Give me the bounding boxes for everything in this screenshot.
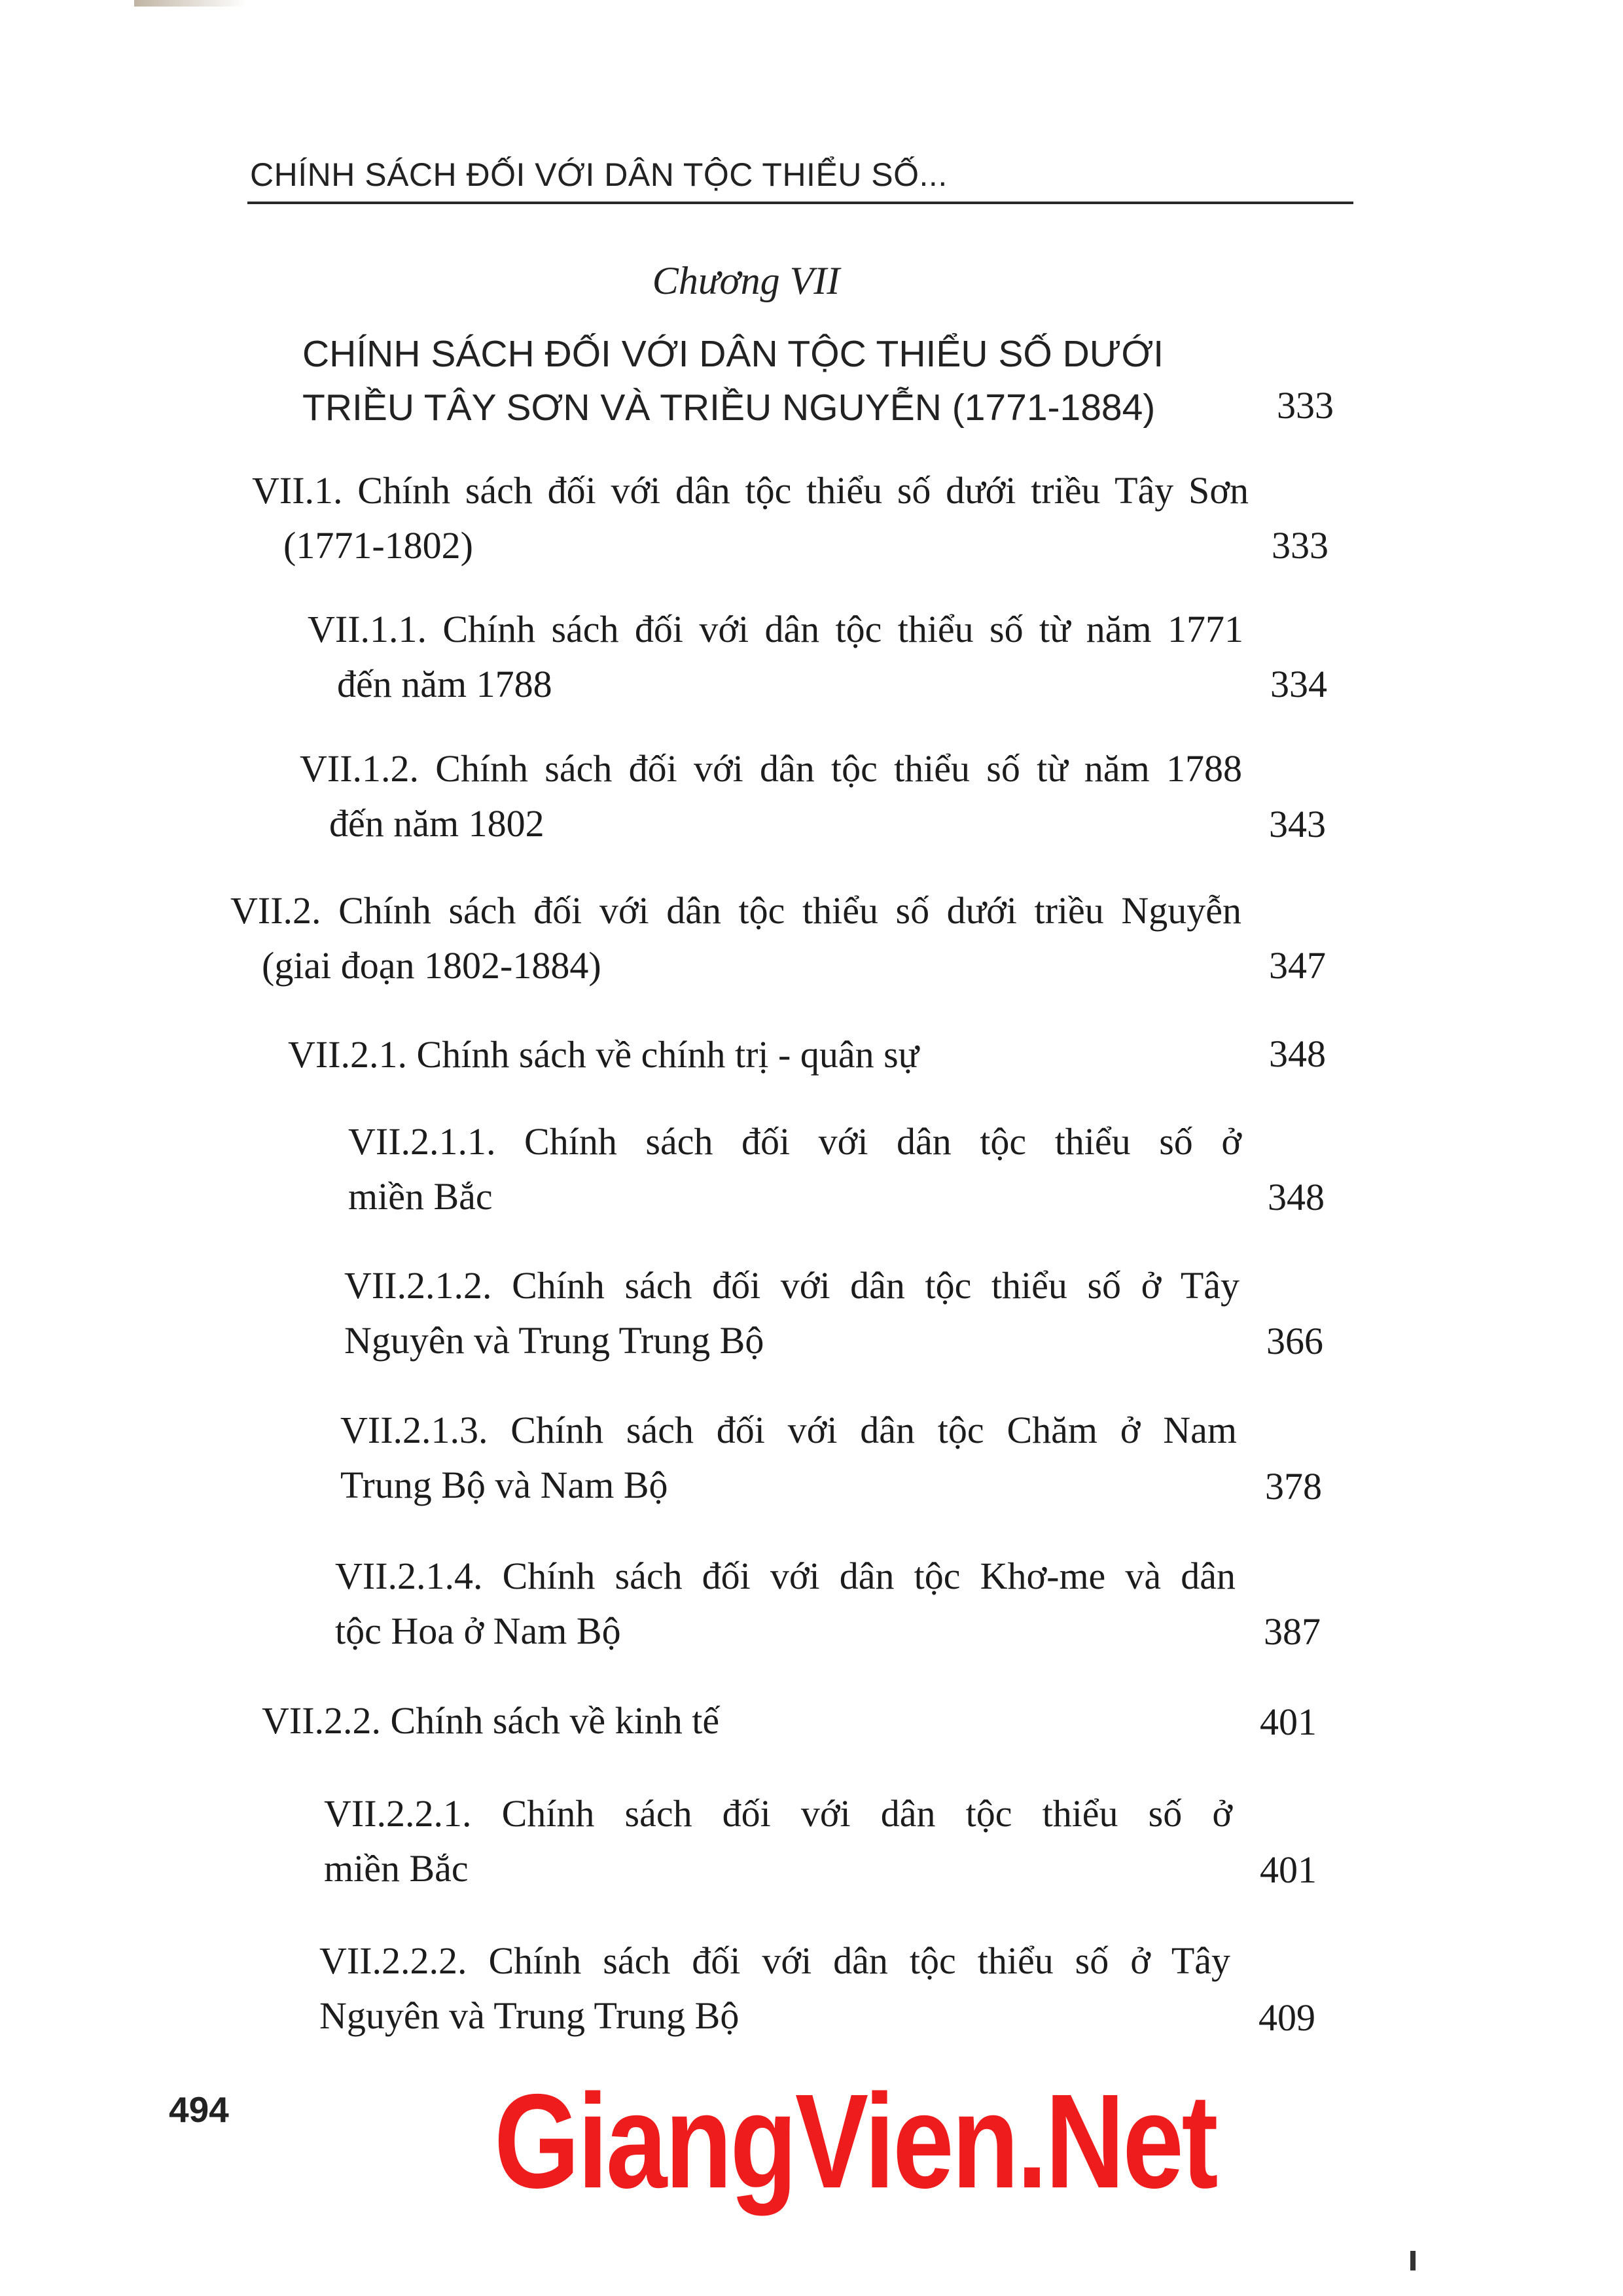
- toc-entry: [324, 1786, 1232, 1896]
- toc-page-number: 334: [1270, 663, 1327, 705]
- toc-page-number: 387: [1264, 1610, 1321, 1653]
- toc-page-number: 401: [1260, 1701, 1317, 1743]
- toc-entry-text-cont: Nguyên và Trung Trung Bộ: [319, 1994, 740, 2037]
- toc-entry-text: VII.1.1. Chính sách đối với dân tộc thiểu số từ năm 1771: [308, 608, 1243, 650]
- toc-entry-text-cont: miền Bắc: [324, 1847, 469, 1890]
- toc-page-number: 401: [1260, 1848, 1317, 1891]
- toc-page-number: 333: [1272, 524, 1329, 567]
- toc-page-number: 366: [1266, 1320, 1323, 1362]
- chapter-title: [302, 327, 1164, 434]
- toc-entry-text: VII.2.1. Chính sách về chính trị - quân sự: [288, 1033, 919, 1076]
- chapter-page-number: 333: [1277, 384, 1334, 427]
- toc-entry: [300, 741, 1242, 851]
- toc-entry: [340, 1403, 1237, 1513]
- toc-entry-text: VII.1. Chính sách đối với dân tộc thiểu số dưới triều Tây Sơn: [252, 469, 1249, 512]
- toc-entry-text: VII.1.2. Chính sách đối với dân tộc thiểu số từ năm 1788: [300, 747, 1242, 790]
- toc-entry-text: VII.2.2. Chính sách về kinh tế: [262, 1699, 720, 1742]
- toc-entry-text-cont: (giai đoạn 1802-1884): [262, 944, 601, 987]
- toc-entry-text-cont: đến năm 1802: [329, 802, 544, 845]
- toc-entry-text-cont: miền Bắc: [348, 1175, 493, 1218]
- toc-entry-text: VII.2.1.2. Chính sách đối với dân tộc thiểu số ở Tây: [344, 1264, 1240, 1307]
- toc-entry-text-cont: (1771-1802): [283, 524, 473, 567]
- footer-page-number: 494: [169, 2089, 229, 2130]
- toc-entry: [230, 883, 1241, 993]
- toc-entry: [262, 1693, 719, 1748]
- toc-page-number: 343: [1269, 803, 1326, 845]
- toc-entry: [335, 1549, 1236, 1659]
- toc-page-number: 348: [1269, 1033, 1326, 1075]
- header-rule: [247, 202, 1353, 204]
- running-header: CHÍNH SÁCH ĐỐI VỚI DÂN TỘC THIỂU SỐ...: [250, 156, 948, 193]
- chapter-label: Chương VII: [652, 259, 840, 302]
- toc-entry-text: VII.2.2.2. Chính sách đối với dân tộc thiểu số ở Tây: [319, 1939, 1230, 1982]
- toc-page-number: 348: [1268, 1176, 1325, 1218]
- toc-entry: [348, 1114, 1241, 1224]
- toc-entry: [252, 463, 1249, 573]
- toc-entry-text-cont: Trung Bộ và Nam Bộ: [340, 1464, 668, 1506]
- toc-entry-text-cont: Nguyên và Trung Trung Bộ: [344, 1319, 764, 1362]
- corner-mark: [1410, 2251, 1416, 2270]
- toc-entry-text: VII.2. Chính sách đối với dân tộc thiểu số dưới triều Nguyễn: [230, 889, 1241, 932]
- toc-entry: [288, 1027, 919, 1082]
- toc-entry: [308, 602, 1243, 712]
- toc-entry-text-cont: đến năm 1788: [337, 663, 552, 705]
- chapter-title-line-2: TRIỀU TÂY SƠN VÀ TRIỀU NGUYỄN (1771-1884): [302, 387, 1156, 429]
- page-edge-shadow: [134, 0, 245, 7]
- toc-entry-text-cont: tộc Hoa ở Nam Bộ: [335, 1610, 621, 1652]
- toc-page-number: 409: [1258, 1996, 1315, 2039]
- watermark-logo: GiangVien.Net: [494, 2066, 1217, 2216]
- toc-entry: [344, 1258, 1240, 1368]
- toc-entry-text: VII.2.1.3. Chính sách đối với dân tộc Chăm ở Nam: [340, 1409, 1237, 1451]
- toc-page-number: 347: [1269, 944, 1326, 987]
- toc-page-number: 378: [1265, 1465, 1322, 1508]
- toc-entry-text: VII.2.1.4. Chính sách đối với dân tộc Khơ-me và dân: [335, 1555, 1236, 1597]
- toc-entry: [319, 1934, 1230, 2043]
- chapter-title-line-1: CHÍNH SÁCH ĐỐI VỚI DÂN TỘC THIỂU SỐ DƯỚI: [302, 333, 1164, 375]
- toc-entry-text: VII.2.2.1. Chính sách đối với dân tộc thiểu số ở: [324, 1792, 1232, 1835]
- toc-entry-text: VII.2.1.1. Chính sách đối với dân tộc thiểu số ở: [348, 1120, 1241, 1163]
